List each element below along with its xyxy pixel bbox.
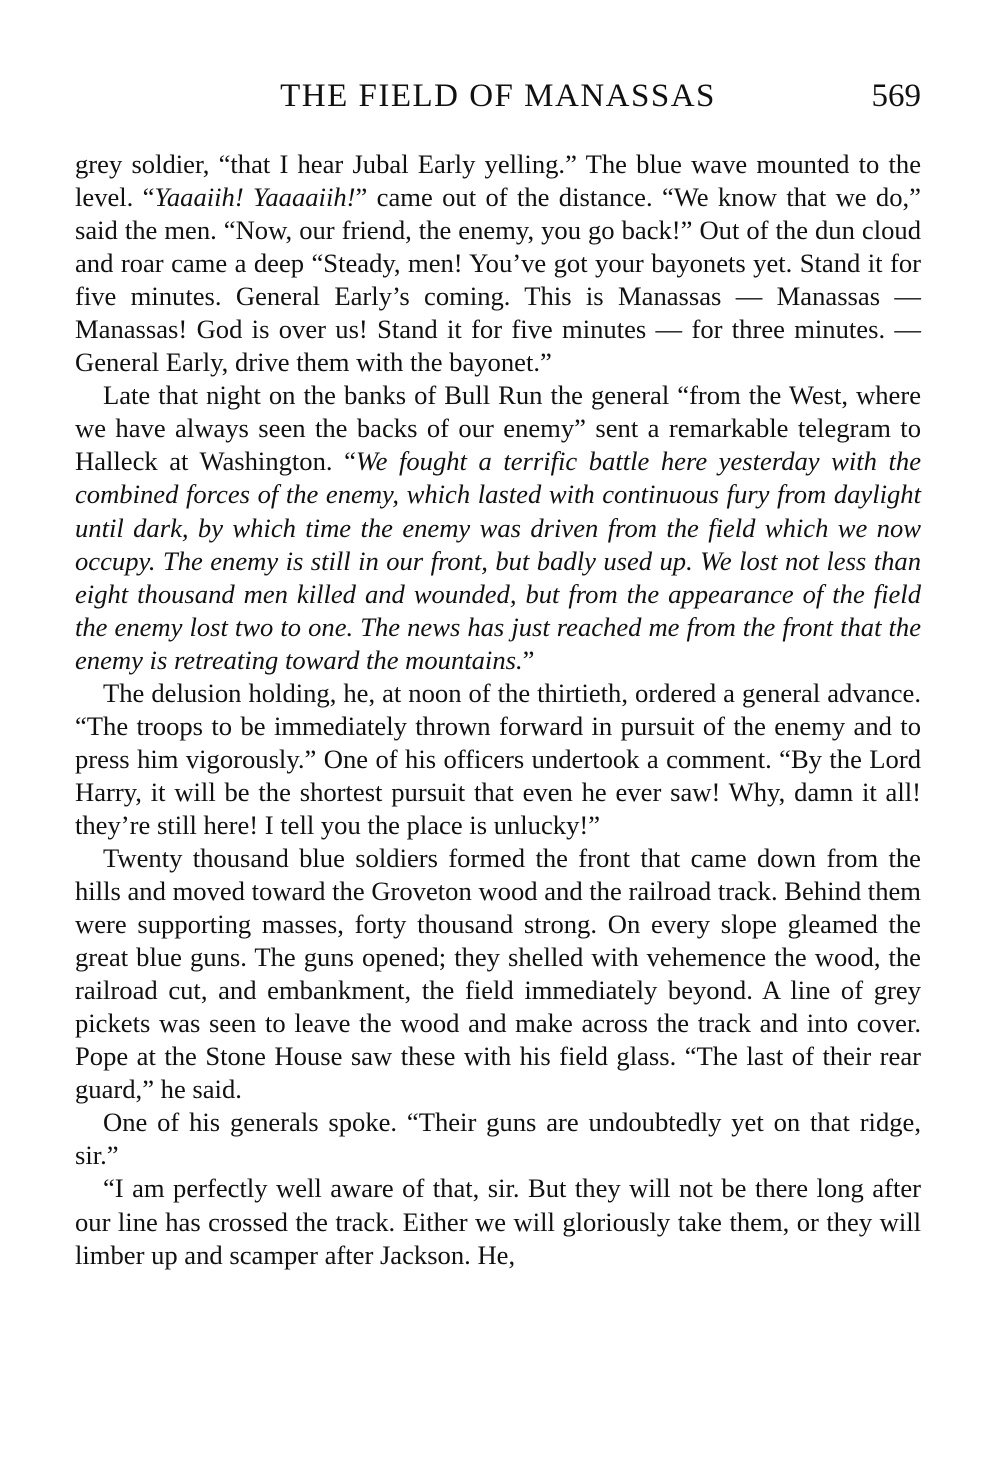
text-run-italic: Yaaaiih! Yaaaaiih!: [154, 182, 356, 213]
paragraph: [75, 379, 921, 676]
paragraph: [75, 1106, 921, 1172]
text-run: Twenty thousand blue soldiers formed the front that came down from the hills and moved toward the Groveton wood and the railroad track. Behind them were supporting masses, forty thousand strong. On every slope gleamed the great blue guns. The guns opened; they shelled with vehemence the wood, the railroad cut, and embankment, the field immediately beyond. A line of grey pickets was seen to leave the wood and make across the track and into cover. Pope at the Stone House saw these with his field glass. “The last of their rear guard,” he said.: [75, 842, 921, 1105]
text-run: One of his generals spoke. “Their guns are undoubtedly yet on that ridge, sir.”: [75, 1107, 921, 1171]
text-run: ”: [522, 644, 535, 675]
paragraph: [75, 1172, 921, 1271]
body-text: [75, 148, 921, 1272]
text-run-italic: We fought a terrific battle here yesterday with the combined forces of the enemy, which lasted with continuous fury from daylight until dark, by which time the enemy was driven from the field which we now occupy. The enemy is still in our front, but badly used up. We lost not less than eight thousand men killed and wounded, but from the appearance of the field the enemy lost two to one. The news has just reached me from the front that the enemy is retreating toward the mountains.: [75, 446, 921, 675]
book-page: [75, 0, 921, 1483]
text-run: The delusion holding, he, at noon of the thirtieth, ordered a general advance. “The troops to be immediately thrown forward in pursuit of the enemy and to press him vigorously.” One of his officers undertook a comment. “By the Lord Harry, it will be the shortest pursuit that even he ever saw! Why, damn it all! they’re still here! I tell you the place is unlucky!”: [75, 677, 921, 840]
page-title: THE FIELD OF MANASSAS: [280, 78, 716, 114]
text-run: ” came out of the distance. “We know that we do,” said the men. “Now, our friend, the enemy, you go back!” Out of the dun cloud and roar came a deep “Steady, men! You’ve got your bayonets yet. Stand it for five minutes. General Early’s coming. This is Manassas — Manassas — Manassas! God is over us! Stand it for five minutes — for three minutes. — General Early, drive them with the bayonet.”: [75, 182, 921, 378]
paragraph: [75, 842, 921, 1106]
text-run: “I am perfectly well aware of that, sir. But they will not be there long after our line has crossed the track. Either we will gloriously take them, or they will limber up and scamper after Jackson. He,: [75, 1173, 921, 1270]
running-head: [75, 78, 921, 122]
text-run: Late that night on the banks of Bull Run the general “from the West, where we have always seen the backs of our enemy” sent a remarkable telegram to Halleck at Washington. “: [75, 380, 921, 477]
text-run: grey soldier, “that I hear Jubal Early yelling.” The blue wave mounted to the level. “: [75, 149, 921, 213]
paragraph: [75, 148, 921, 379]
page-number: 569: [871, 78, 921, 114]
paragraph: [75, 677, 921, 842]
